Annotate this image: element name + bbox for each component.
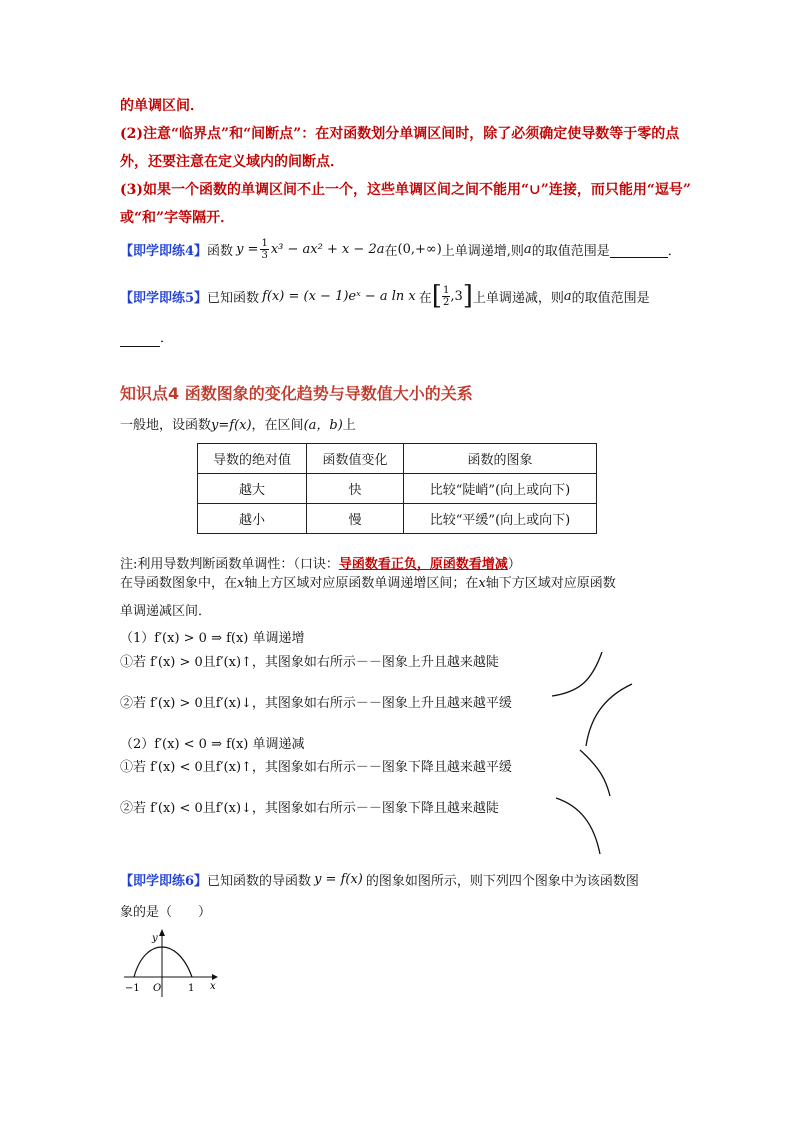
x-axis-arrow (212, 974, 218, 980)
exercise-4-tail: 的取值范围是 (531, 244, 610, 259)
exercise-6-pre: 已知函数的导函数 (207, 874, 312, 889)
fraction-denominator: 2 (442, 296, 450, 308)
y-axis-arrow (159, 929, 165, 936)
derivative-graph (120, 925, 230, 1000)
note-x: x (237, 576, 245, 591)
table-header: 函数值变化 (307, 444, 404, 474)
exercise-4-interval: (0,+∞) (397, 242, 442, 257)
note-x: x (478, 576, 486, 591)
table-header-row (198, 444, 597, 474)
note-line-2: (2)注意“临界点”和“间断点”：在对函数划分单调区间时，除了必须确定使导数等于零的点 (120, 126, 680, 142)
table-cell: 比较“陡峭”(向上或向下) (404, 474, 597, 504)
y-axis-label: y (152, 933, 158, 944)
exercise-4-label: 【即学即练4】 (120, 244, 208, 259)
exercise-5-mid: 在 (418, 290, 432, 306)
derivative-table (197, 443, 597, 534)
x-axis-label: x (210, 981, 216, 992)
note-line-5: 或“和”字等隔开． (120, 210, 235, 226)
exercise-6 (120, 870, 639, 889)
table-header: 导数的绝对值 (198, 444, 307, 474)
table-cell: 慢 (307, 504, 404, 534)
note-line-3: 单调递减区间． (120, 604, 212, 619)
exercise-6-post: 的图象如图所示，则下列四个图象中为该函数图 (365, 874, 639, 889)
exercise-5-pre: 已知函数 (207, 290, 260, 306)
right-bracket: ] (462, 281, 473, 311)
case-2b: ②若 f′(x) < 0且f′(x)↓，其图象如右所示－－图象下降且越来越陡 (120, 801, 499, 816)
exercise-4-post: 上单调递增,则 (441, 244, 524, 259)
mnemonic: 导函数看正负，原函数看增减 (338, 557, 508, 572)
note-line2-c: 轴下方区域对应原函数 (485, 576, 616, 591)
note-line2-a: 在导函数图象中，在 (120, 576, 238, 591)
exercise-5-interval-end: ,3 (450, 288, 463, 304)
exercise-4-var: a (523, 242, 532, 257)
exercise-4-pre: 函数 (207, 244, 234, 259)
exercise-6-formula: y = f(x) (314, 872, 363, 887)
tick-label-1: 1 (188, 983, 195, 994)
case-1b: ②若 f′(x) > 0且f′(x)↓，其图象如右所示－－图象上升且越来越平缓 (120, 696, 512, 711)
answer-blank[interactable] (610, 242, 668, 258)
fraction-denominator: 3 (261, 250, 268, 261)
case-2a: ①若 f′(x) < 0且f′(x)↑，其图象如右所示－－图象下降且越来越平缓 (120, 760, 512, 775)
note-line-4: (3)如果一个函数的单调区间不止一个，这些单调区间之间不能用“∪”连接，而只能用“逗号” (120, 182, 691, 198)
curve-increasing-flatter (586, 684, 632, 746)
tick-label-neg1: −1 (125, 983, 140, 994)
section-intro (120, 414, 356, 433)
curve-decreasing-steeper (556, 798, 600, 854)
exercise-6-label: 【即学即练6】 (120, 874, 208, 889)
note-line-3: 外，还要注意在定义域内的间断点． (120, 154, 344, 170)
note-pre: 注:利用导数判断函数单调性：（口诀： (120, 557, 339, 572)
table-cell: 快 (307, 474, 404, 504)
table-row (198, 504, 597, 534)
exercise-5-line-2 (120, 327, 173, 347)
exercise-4-fraction (260, 238, 268, 261)
table-row (198, 474, 597, 504)
intro-post: 上 (342, 418, 356, 433)
fraction-numerator: 1 (442, 284, 450, 296)
note-post: ） (507, 557, 521, 572)
exercise-5-label: 【即学即练5】 (120, 290, 208, 306)
table-header: 函数的图象 (404, 444, 597, 474)
exercise-5-end: ． (160, 331, 174, 346)
intro-function: y=f(x) (211, 418, 252, 433)
case-2-heading: （2）f′(x) < 0 ⇒ f(x) 单调递减 (120, 737, 305, 752)
exercise-5-tail: 的取值范围是 (571, 290, 650, 306)
exercise-5-formula: f(x) = (x − 1)eˣ − a ln x (262, 288, 416, 304)
note-line-2 (120, 572, 616, 591)
table-cell: 越大 (198, 474, 307, 504)
exercise-5-fraction (442, 285, 450, 308)
exercise-4: 【即学即练4】 函数 y = $\frac{1}{3}$ x³ − ax² + x − 2a 在 (0,+∞) 上单调递增,则 a 的取值范围是 ． (120, 238, 681, 261)
note-line2-b: 轴上方区域对应原函数单调递增区间；在 (244, 576, 479, 591)
exercise-6-line-2: 象的是（ ） (120, 905, 212, 920)
intro-interval: (a，b) (303, 418, 343, 433)
exercise-5-var: a (563, 288, 572, 304)
fraction-numerator: 1 (261, 238, 268, 249)
exercise-4-formula: x³ − ax² + x − 2a (270, 242, 385, 257)
derivative-curve (134, 947, 192, 977)
exercise-4-mid: 在 (384, 244, 398, 259)
table-cell: 比较“平缓”(向上或向下) (404, 504, 597, 534)
case-1-heading: （1）f′(x) > 0 ⇒ f(x) 单调递增 (120, 631, 305, 646)
table-cell: 越小 (198, 504, 307, 534)
case-1a: ①若 f′(x) > 0且f′(x)↑，其图象如右所示－－图象上升且越来越陡 (120, 655, 499, 670)
exercise-5-post: 上单调递减，则 (472, 290, 564, 306)
exercise-4-formula-lhs: y = (236, 242, 259, 257)
intro-mid: ，在区间 (251, 418, 304, 433)
section-title: 知识点4 函数图象的变化趋势与导数值大小的关系 (120, 384, 473, 403)
curve-decreasing-flatter (580, 750, 610, 796)
note-line-1: 的单调区间． (120, 98, 204, 114)
origin-label: O (153, 983, 162, 994)
note-mnemonic-line (120, 553, 521, 572)
trend-curves-illustration (540, 640, 650, 870)
left-bracket: [ (431, 281, 442, 311)
answer-blank[interactable] (120, 331, 160, 347)
curve-increasing-steeper (552, 652, 602, 696)
intro-pre: 一般地，设函数 (120, 418, 212, 433)
exercise-5 (120, 283, 650, 309)
